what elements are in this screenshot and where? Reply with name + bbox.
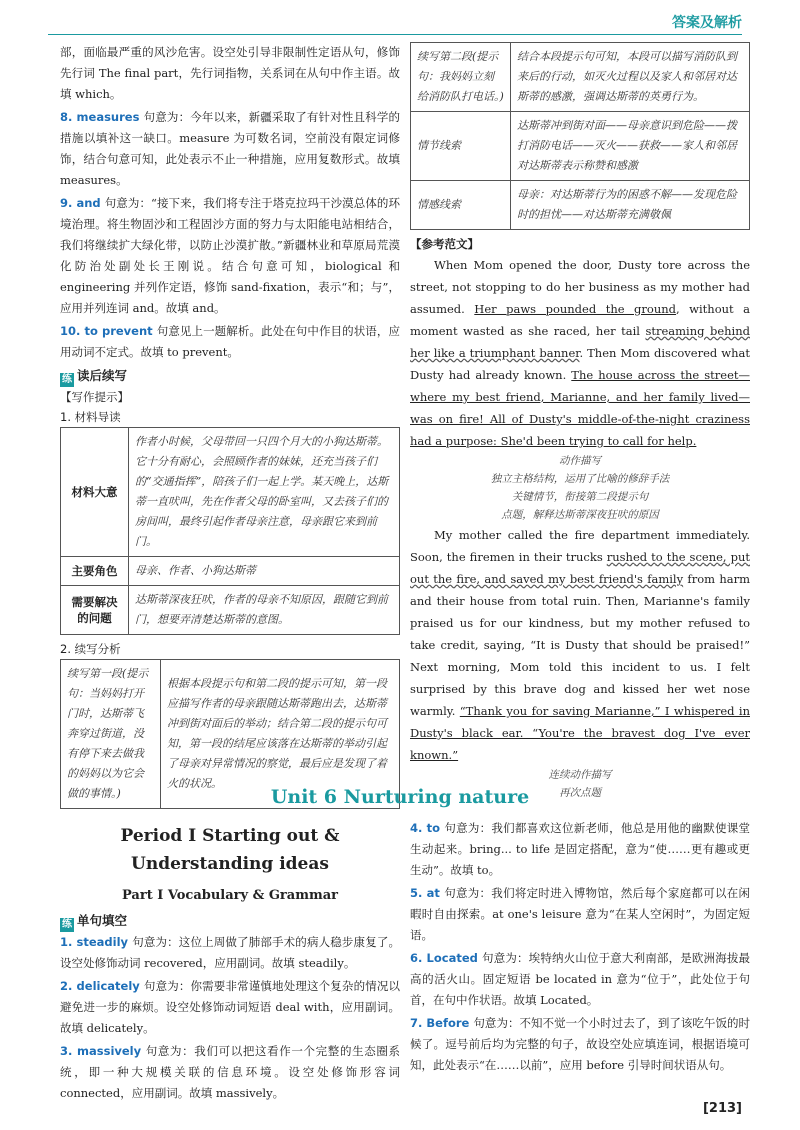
left-answers	[60, 42, 400, 363]
answer-word: to	[426, 821, 445, 835]
table-row	[411, 112, 750, 181]
material-subtitle: 1. 材料导读	[60, 410, 121, 424]
right-bottom-answers	[410, 818, 750, 1076]
analysis-subtitle: 2. 续写分析	[60, 642, 121, 656]
essay-segment: , without a moment wasted as she raced, her tail	[410, 302, 751, 338]
answer-word: at	[426, 886, 445, 900]
material-table	[60, 427, 400, 635]
page-number: [213]	[702, 1101, 742, 1116]
answer-explanation: 部，面临最严重的风沙危害。设空处引导非限制性定语从句，修饰先行词 The final part，先行词指物，关系词在从句中作主语。故填 which。	[60, 45, 400, 101]
essay-segment: rushed to the scene, put out the fire, and saved my best friend's family	[410, 550, 750, 586]
answer-word: delicately	[76, 979, 144, 993]
left-column	[60, 42, 400, 809]
answer-word: to prevent	[84, 324, 157, 338]
answer-word: and	[76, 196, 105, 210]
reading-section	[60, 365, 400, 809]
answer-item-b1	[60, 932, 400, 974]
analysis-table-continued	[410, 42, 750, 230]
reading-heading	[60, 365, 400, 387]
table-label-cell: 需要解决的问题	[61, 586, 129, 635]
reading-title: 读后续写	[77, 368, 128, 383]
answer-number: 8.	[60, 110, 77, 124]
answer-item-b2	[60, 976, 400, 1039]
header-title: 答案及解析	[672, 15, 742, 31]
left-bottom-column	[60, 822, 400, 1106]
table-label-cell: 续写第二段(提示句：我妈妈立刻给消防队打电话。)	[411, 43, 511, 112]
left-bottom-answers	[60, 932, 400, 1104]
reference-title: 【参考范文】	[410, 237, 479, 251]
annotation-note: 连续动作描写	[548, 769, 612, 781]
answer-item-b6	[410, 948, 750, 1011]
answer-number: 1.	[60, 935, 77, 949]
essay-paragraph-1	[410, 254, 750, 452]
answer-number: 9.	[60, 196, 77, 210]
answer-item-q9	[60, 193, 400, 319]
answer-number: 10.	[60, 324, 85, 338]
right-bottom-column	[410, 818, 750, 1078]
answer-number: 7.	[410, 1016, 427, 1030]
table-content-cell: 达斯蒂深夜狂吠，作者的母亲不知原因，跟随它到前门，想要弄清楚达斯蒂的意图。	[129, 586, 400, 635]
table-content-cell: 达斯蒂冲到街对面——母亲意识到危险——拨打消防电话——灭火——获救——家人和邻居对达斯蒂表示称赞和感激	[511, 112, 750, 181]
blank-heading	[60, 910, 400, 932]
unit-title: Unit 6 Nurturing nature	[270, 786, 530, 808]
table-label-cell: 续写第一段(提示句：当妈妈打开门时，达斯蒂飞奔穿过街道，没有停下来去做我的妈妈以为它会做的事情。)	[61, 660, 161, 809]
answer-item-b3	[60, 1041, 400, 1104]
essay-paragraph-2	[410, 524, 750, 766]
answer-explanation: 句意为：今年以来，新疆采取了有针对性且科学的措施以填补这一缺口。measure 为可数名词，空前没有限定词修饰，结合句意可知，此处表示不止一种措施，应用复数形式。故填 measures。	[60, 110, 401, 187]
practice-icon: 练	[62, 374, 72, 385]
period-title-1: Period I Starting out &	[120, 826, 340, 846]
table-content-cell: 作者小时候，父母带回一只四个月大的小狗达斯蒂。它十分有耐心，会照顾作者的妹妹，还充当孩子们的“交通指挥”，陪孩子们一起上学。某天晚上，达斯蒂一直吠叫，先在作者父母的卧室叫，又去孩子们的房间叫，最终引起作者母亲注意，母亲跟它来到前门。	[129, 428, 400, 557]
annotation-note: 独立主格结构，运用了比喻的修辞手法	[490, 473, 670, 485]
answer-word: measures	[76, 110, 144, 124]
answer-explanation: 句意为：不知不觉一个小时过去了，到了该吃午饭的时候了。逗号前后均为完整的句子，故设空处应填连词，根据语境可知，此处表示“在……以前”，应用 before 引导时间状语从句。	[410, 1016, 751, 1072]
answer-item-b4	[410, 818, 750, 881]
practice-icon: 练	[62, 919, 72, 930]
answer-explanation: 句意为：这位上周做了肺部手术的病人稳步康复了。设空处修饰动词 recovered，应用副词。故填 steadily。	[60, 935, 400, 970]
annotation-note: 动作描写	[559, 455, 601, 467]
table-content-cell: 结合本段提示句可知，本段可以描写消防队到来后的行动，如灭火过程以及家人和邻居对达斯蒂的感激，强调达斯蒂的英勇行为。	[511, 43, 750, 112]
table-label-cell: 情节线索	[411, 112, 511, 181]
right-column	[410, 42, 750, 802]
table-row	[61, 428, 400, 557]
answer-item-q10	[60, 321, 400, 363]
table-row	[61, 557, 400, 586]
table-row	[411, 43, 750, 112]
table-label-cell: 主要角色	[61, 557, 129, 586]
essay-segment: My mother called the fire department immediately. Soon, the firemen in their trucks	[410, 528, 750, 564]
table-label-cell: 材料大意	[61, 428, 129, 557]
answer-explanation: 句意为：我们将定时进入博物馆，然后每个家庭都可以在闲暇时自由探索。at one's leisure 意为“在某人空闲时”，为固定短语。	[410, 886, 751, 942]
essay-segment: The house across the street—where my best friend, Marianne, and her family lived—was on fire! All of Dusty's middle-of-the-night craziness had a purpose: She'd been trying to call for help.	[410, 368, 750, 448]
answer-explanation: 句意为：我们都喜欢这位新老师，他总是用他的幽默使课堂生动起来。bring... to life 是固定搭配，意为“使……更有趣或更生动”。故填 to。	[410, 821, 751, 877]
table-content-cell: 母亲、作者、小狗达斯蒂	[129, 557, 400, 586]
answer-number: 3.	[60, 1044, 78, 1058]
essay-segment: When Mom opened the door, Dusty tore across the street, not stopping to do her business as my mother had assumed.	[410, 258, 750, 316]
answer-word: steadily	[76, 935, 133, 949]
answer-number: 5.	[410, 886, 427, 900]
table-content-cell: 根据本段提示句和第二段的提示可知，第一段应描写作者的母亲跟随达斯蒂跑出去，达斯蒂冲到街对面后的举动；结合第二段的提示句可知，第一段的结尾应该落在达斯蒂的举动引起了母亲对异常情况的察觉，最后应是发现了着火的状况。	[161, 660, 400, 809]
page-header	[0, 0, 800, 34]
hint-title: 【写作提示】	[60, 390, 129, 404]
period-title-2: Understanding ideas	[131, 854, 329, 874]
answer-word: massively	[77, 1044, 146, 1058]
essay-segment: streaming behind her like a triumphant banner	[410, 324, 750, 360]
table-content-cell: 母亲：对达斯蒂行为的困惑不解——发现危险时的担忧——对达斯蒂充满敬佩	[511, 181, 750, 230]
answer-number: 6.	[410, 951, 427, 965]
answer-item-b7	[410, 1013, 750, 1076]
essay-notes-1	[410, 452, 750, 524]
answer-explanation: 句意为：埃特纳火山位于意大利南部，是欧洲海拔最高的活火山。固定短语 be located in 意为“位于”，此处位于句首，在句中作状语。故填 Located。	[410, 951, 751, 1007]
part-title: Part I Vocabulary & Grammar	[122, 888, 338, 903]
essay-segment: Her paws pounded the ground	[474, 302, 676, 316]
answer-explanation: 句意为：我们可以把这看作一个完整的生态圈系统，即一种大规模关联的信息环境。设空处修饰形容词 connected，应用副词。故填 massively。	[60, 1044, 400, 1100]
answer-explanation: 句意为：“接下来，我们将专注于塔克拉玛干沙漠总体的环境治理。将生物固沙和工程固沙方面的努力与太阳能电站相结合，我们将继续扩大绿化带，以防止沙漠扩散。”新疆林业和草原局荒漠化防治处副处长王刚说。结合句意可知，biological 和 engineering 并列作定语，修饰 sand-fixation，表示“和；与”，应用并列连词 and。故填 and。	[60, 196, 400, 315]
answer-item-q8	[60, 107, 400, 191]
answer-word: Before	[426, 1016, 474, 1030]
answer-explanation: 句意为：你需要非常谨慎地处理这个复杂的情况以避免进一步的麻烦。设空处修饰动词短语 deal with，应用副词。故填 delicately。	[60, 979, 401, 1035]
annotation-note: 点题，解释达斯蒂深夜狂吠的原因	[501, 509, 659, 521]
table-label-cell: 情感线索	[411, 181, 511, 230]
answer-item-cont	[60, 42, 400, 105]
annotation-note: 关键情节，衔接第二段提示句	[511, 491, 649, 503]
answer-word: Located	[426, 951, 483, 965]
essay-segment: from harm and their house from total ruin. Then, Marianne's family praised us for our kindness, but my mother refused to take credit, saying, “It is Dusty that should be praised!” Next morning, Mom told this incident to us. I felt surprised by this brave dog and kissed her wet nose warmly.	[410, 572, 751, 718]
essay-segment: . Then Mom discovered what Dusty had already known.	[410, 346, 750, 382]
blank-title: 单句填空	[77, 913, 128, 928]
table-row	[411, 181, 750, 230]
answer-explanation: 句意见上一题解析。此处在句中作目的状语，应用动词不定式。故填 to prevent。	[60, 324, 400, 359]
table-row	[61, 586, 400, 635]
header-rule	[48, 34, 742, 35]
essay-segment: “Thank you for saving Marianne,” I whispered in Dusty's black ear. “You're the bravest dog I've ever known.”	[410, 704, 750, 762]
annotation-note: 再次点题	[559, 787, 601, 799]
answer-number: 2.	[60, 979, 77, 993]
answer-item-b5	[410, 883, 750, 946]
answer-number: 4.	[410, 821, 427, 835]
